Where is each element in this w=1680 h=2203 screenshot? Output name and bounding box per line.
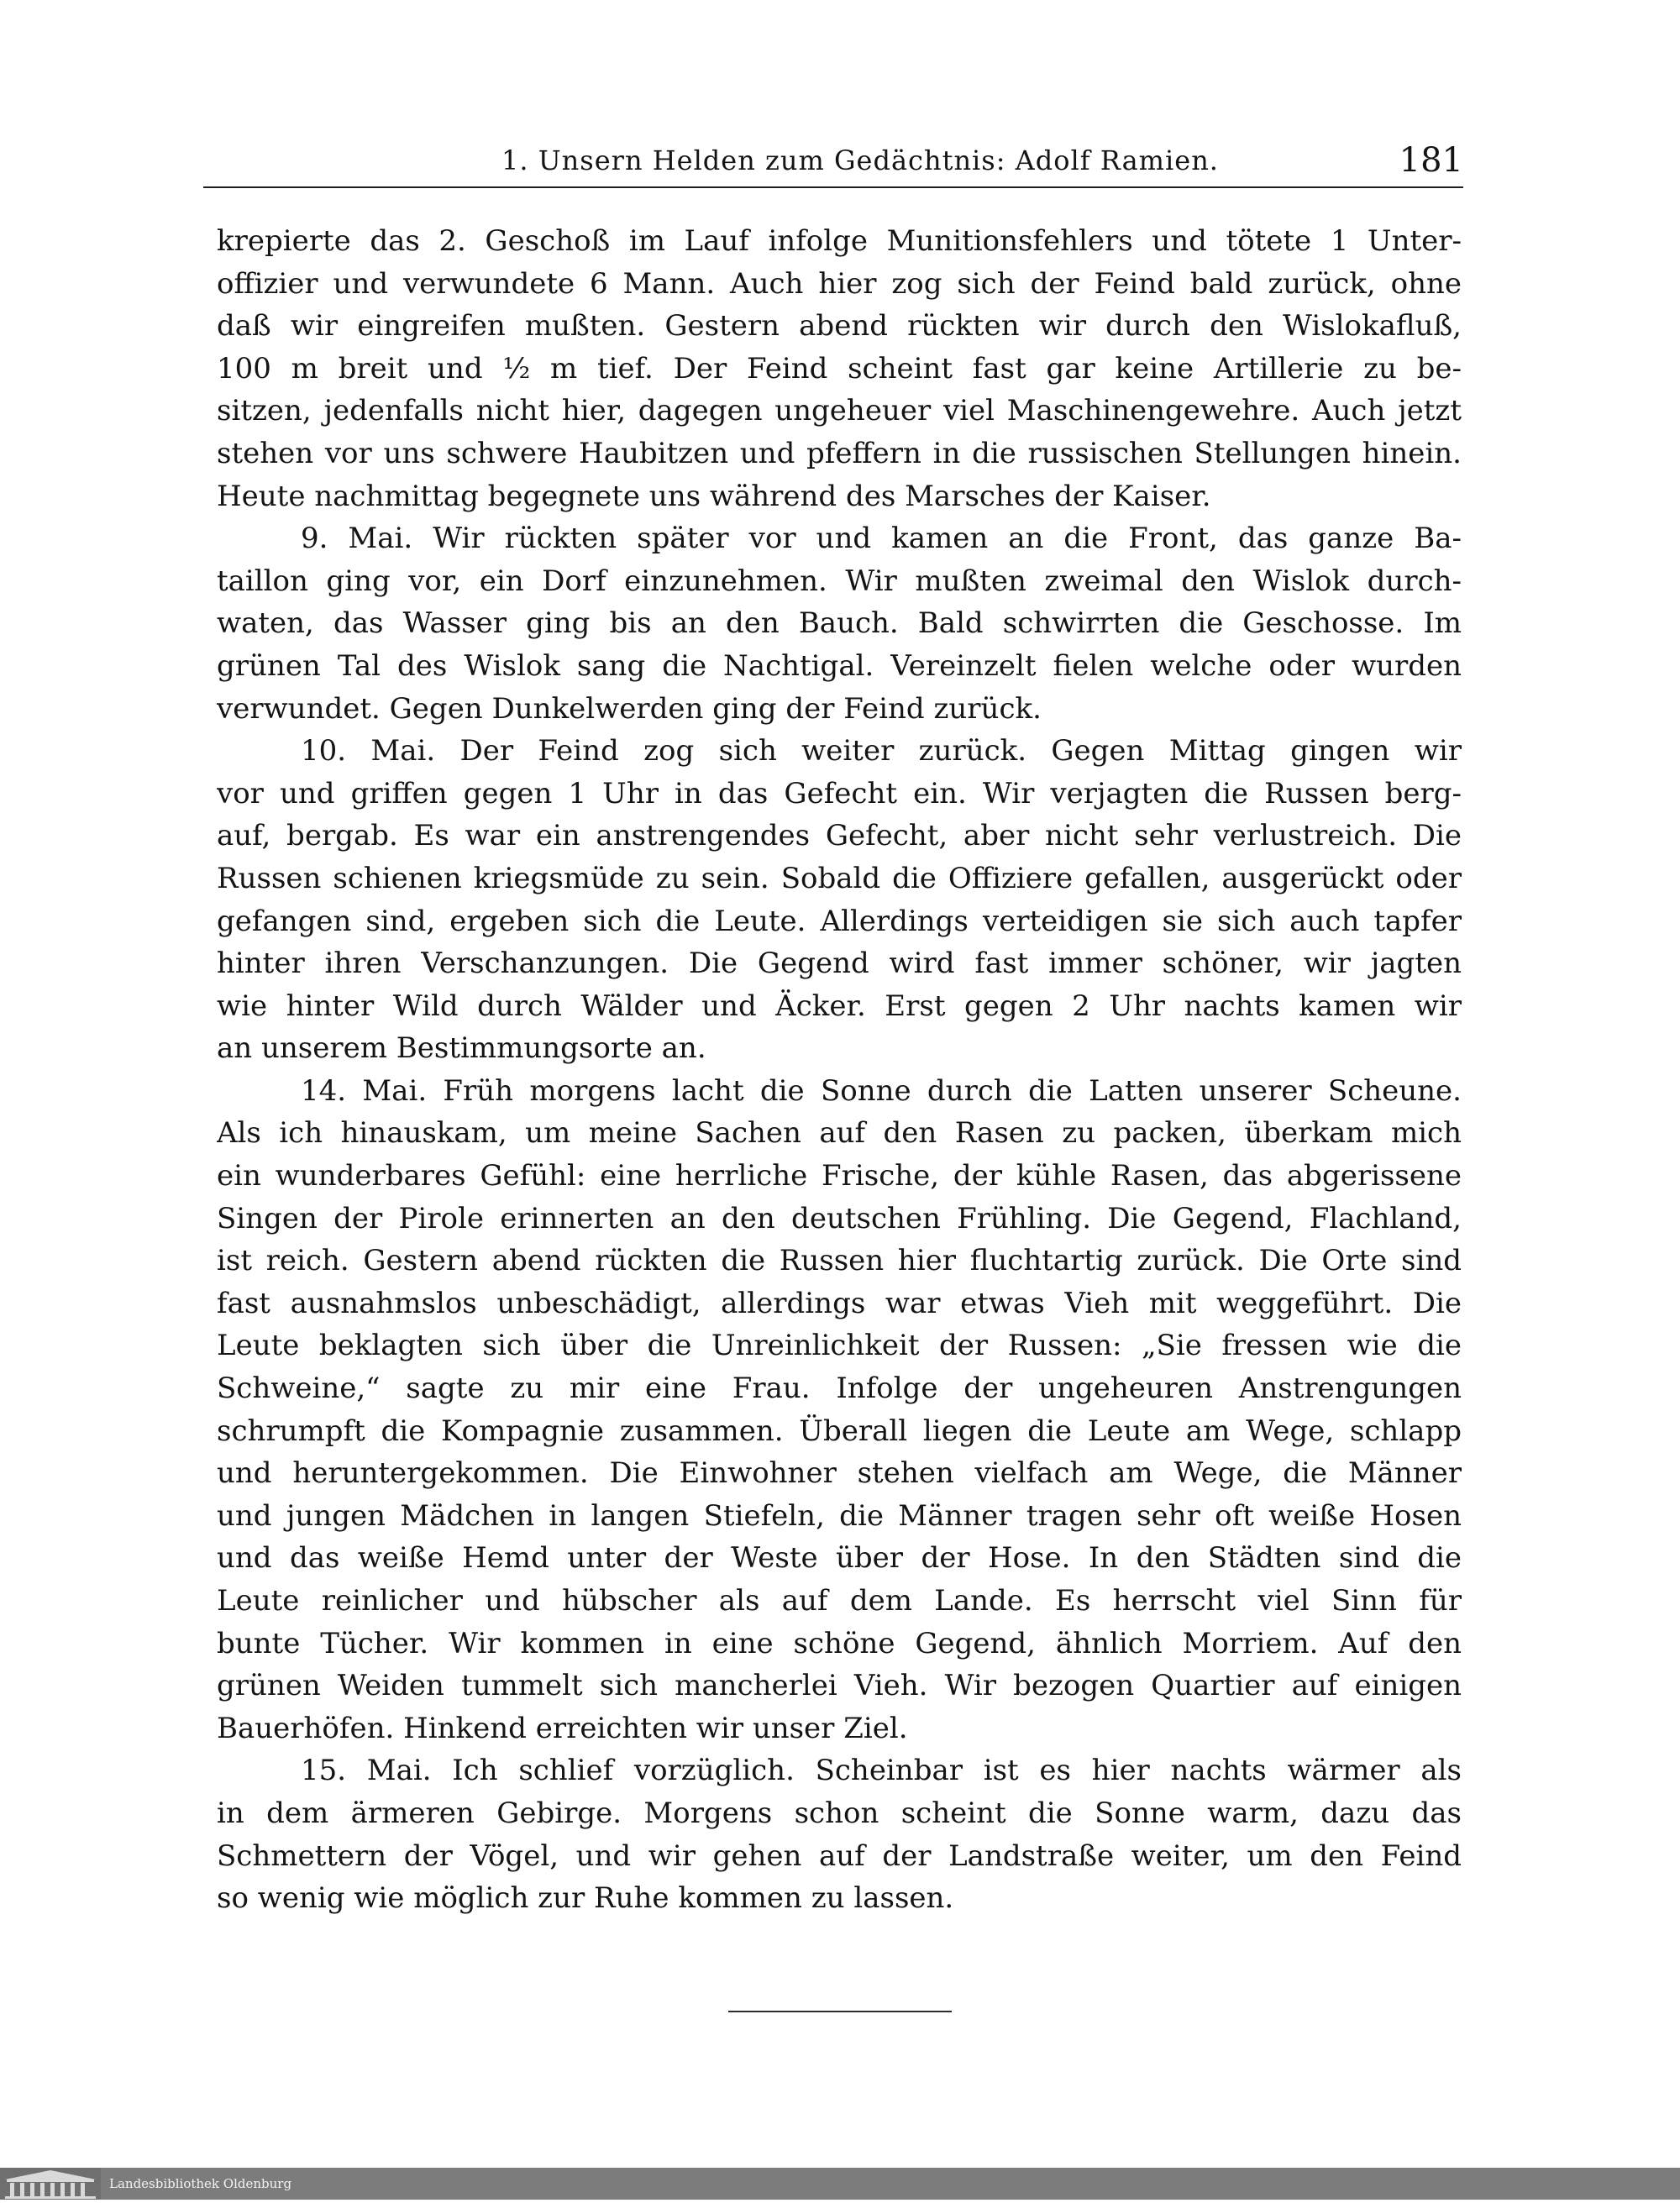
text-line: Heute nachmittag begegnete uns während des Marsches der Kaiser. (217, 479, 1211, 513)
library-building-icon (0, 2168, 101, 2200)
text-line: und heruntergekommen. Die Einwohner stehen vielfach am Wege, die Männer (217, 1456, 1462, 1491)
text-line: fast ausnahmslos unbeschädigt, allerdings war etwas Vieh mit weggeführt. Die (217, 1286, 1462, 1320)
end-rule (728, 2011, 952, 2012)
text-line: Leute beklagten sich über die Unreinlichkeit der Russen: „Sie fressen wie die (217, 1329, 1462, 1363)
text-line: auf, bergab. Es war ein anstrengendes Gefecht, aber nicht sehr verlustreich. Die (217, 819, 1462, 853)
footer-library-name: Landesbibliothek Oldenburg (109, 2176, 292, 2191)
text-line: gefangen sind, ergeben sich die Leute. Allerdings verteidigen sie sich auch tapfer (217, 904, 1462, 938)
text-line: 14. Mai. Früh morgens lacht die Sonne durch die Latten unserer Scheune. (301, 1073, 1462, 1108)
text-line: ein wunderbares Gefühl: eine herrliche Frische, der kühle Rasen, das abgerissene (217, 1159, 1462, 1193)
text-line: sitzen, jedenfalls nicht hier, dagegen ungeheuer viel Maschinengewehre. Auch jetzt (217, 394, 1462, 428)
text-line: daß wir eingreifen mußten. Gestern abend rückten wir durch den Wislokafluß, (217, 309, 1462, 344)
running-head (203, 141, 1463, 188)
text-line: 9. Mai. Wir rückten später vor und kamen an die Front, das ganze Ba- (301, 522, 1462, 556)
text-line: und jungen Mädchen in langen Stiefeln, die Männer tragen sehr oft weiße Hosen (217, 1498, 1462, 1533)
text-line: ist reich. Gestern abend rückten die Russen hier fluchtartig zurück. Die Orte sind (217, 1244, 1462, 1278)
text-line: grünen Weiden tummelt sich mancherlei Vieh. Wir bezogen Quartier auf einigen (217, 1669, 1462, 1703)
text-line: 15. Mai. Ich schlief vorzüglich. Scheinbar ist es hier nachts wärmer als (301, 1754, 1462, 1788)
text-line: 100 m breit und ½ m tief. Der Feind scheint fast gar keine Artillerie zu be- (217, 351, 1462, 386)
text-line: Schmettern der Vögel, und wir gehen auf der Landstraße weiter, um den Feind (217, 1838, 1462, 1873)
text-line: Singen der Pirole erinnerten an den deutschen Frühling. Die Gegend, Flachland, (217, 1201, 1462, 1235)
footer-bar (0, 2168, 1680, 2200)
header-rule (203, 186, 1463, 188)
text-line: Als ich hinauskam, um meine Sachen auf den Rasen zu packen, überkam mich (217, 1116, 1462, 1151)
text-line: stehen vor uns schwere Haubitzen und pfeffern in die russischen Stellungen hinein. (217, 436, 1462, 470)
text-line: taillon ging vor, ein Dorf einzunehmen. Wir mußten zweimal den Wislok durch- (217, 564, 1462, 598)
text-line: krepierte das 2. Geschoß im Lauf infolge Munitionsfehlers und tötete 1 Unter- (217, 224, 1462, 258)
text-line: grünen Tal des Wislok sang die Nachtigal. Vereinzelt fielen welche oder wurden (217, 648, 1462, 683)
text-line: Leute reinlicher und hübscher als auf dem Lande. Es herrscht viel Sinn für (217, 1584, 1462, 1618)
body-text (217, 220, 1462, 1920)
text-line: Schweine,“ sagte zu mir eine Frau. Infolge der ungeheuren Anstrengungen (217, 1372, 1462, 1406)
text-line: 10. Mai. Der Feind zog sich weiter zurück. Gegen Mittag gingen wir (301, 734, 1462, 768)
text-line: wie hinter Wild durch Wälder und Äcker. Erst gegen 2 Uhr nachts kamen wir (217, 989, 1462, 1023)
text-line: offizier und verwundete 6 Mann. Auch hier zog sich der Feind bald zurück, ohne (217, 266, 1462, 301)
text-line: in dem ärmeren Gebirge. Morgens schon scheint die Sonne warm, dazu das (217, 1796, 1462, 1830)
page-number: 181 (1399, 141, 1463, 180)
text-line: waten, das Wasser ging bis an den Bauch. Bald schwirrten die Geschosse. Im (217, 606, 1462, 641)
text-line: Bauerhöfen. Hinkend erreichten wir unser Ziel. (217, 1711, 908, 1745)
text-line: und das weiße Hemd unter der Weste über der Hose. In den Städten sind die (217, 1541, 1462, 1576)
text-line: schrumpft die Kompagnie zusammen. Überall liegen die Leute am Wege, schlapp (217, 1414, 1462, 1448)
text-line: vor und griffen gegen 1 Uhr in das Gefecht ein. Wir verjagten die Russen berg- (217, 776, 1462, 810)
text-line: an unserem Bestimmungsorte an. (217, 1031, 706, 1066)
text-line: hinter ihren Verschanzungen. Die Gegend wird fast immer schöner, wir jagten (217, 947, 1462, 981)
running-title: 1. Unsern Helden zum Gedächtnis: Adolf Ramien. (501, 144, 1219, 176)
text-line: so wenig wie möglich zur Ruhe kommen zu lassen. (217, 1881, 954, 1916)
text-line: verwundet. Gegen Dunkelwerden ging der Feind zurück. (217, 691, 1042, 726)
text-line: bunte Tücher. Wir kommen in eine schöne Gegend, ähnlich Morriem. Auf den (217, 1626, 1462, 1660)
text-line: Russen schienen kriegsmüde zu sein. Sobald die Offiziere gefallen, ausgerückt oder (217, 861, 1462, 895)
